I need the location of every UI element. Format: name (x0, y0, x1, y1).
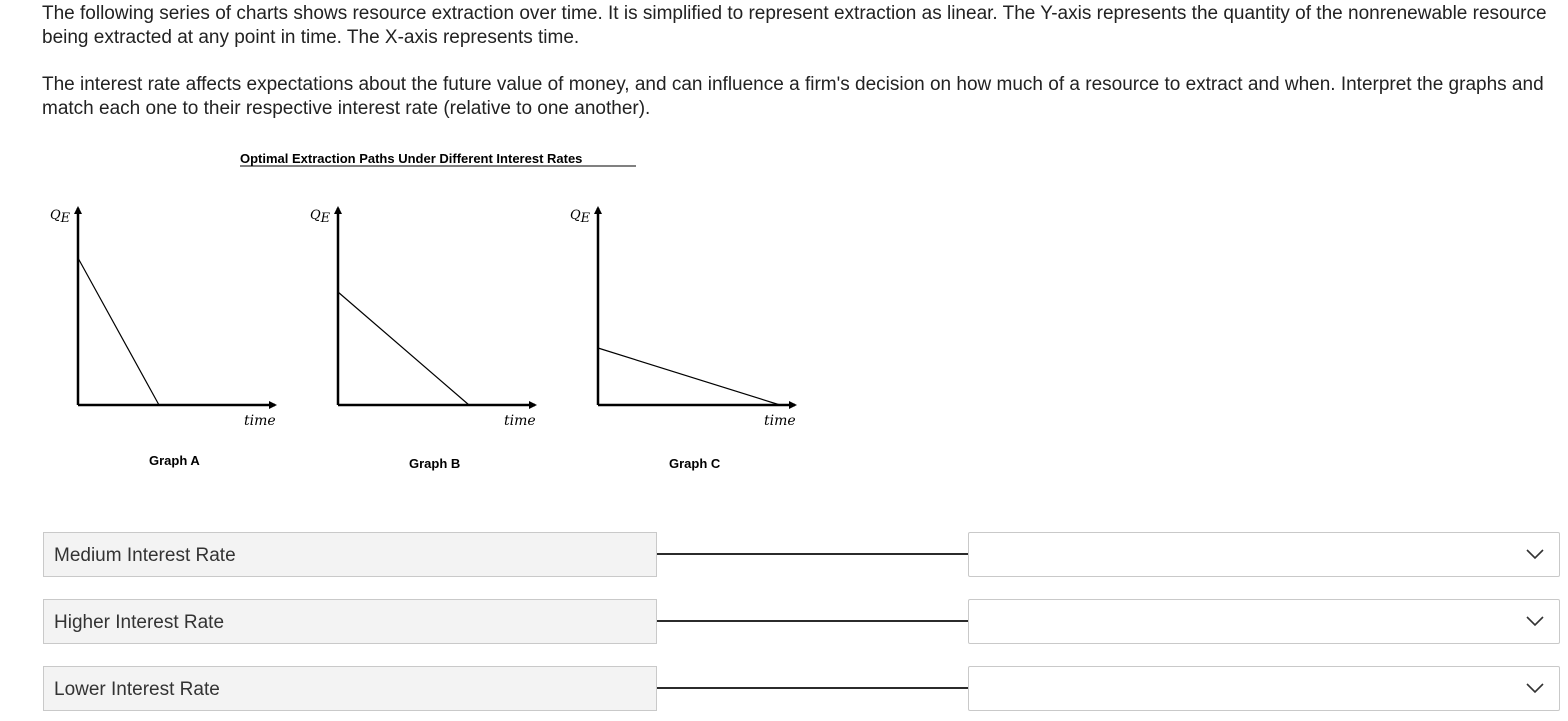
graph-b (310, 208, 536, 471)
graph-b-extraction-path (338, 292, 469, 405)
figure-title: Optimal Extraction Paths Under Different Interest Rates (240, 151, 583, 166)
extraction-paths-figure (0, 140, 860, 480)
match-prompt-medium: Medium Interest Rate (43, 532, 657, 577)
graph-c (570, 208, 796, 471)
match-connector-line (657, 553, 968, 555)
match-row-higher (0, 599, 1568, 646)
chevron-down-icon (1525, 547, 1545, 561)
instructions-paragraph-1: The following series of charts shows resource extraction over time. It is simplified to represent extraction as linear. The Y-axis represents the quantity of the nonrenewable resource being extracted at any point in time. The X-axis represents time. (42, 3, 1547, 48)
match-prompt-lower: Lower Interest Rate (43, 666, 657, 711)
graph-c-y-label: QE (570, 208, 591, 226)
graph-a (50, 208, 276, 468)
graph-a-y-label: QE (50, 208, 71, 226)
graph-a-x-label: time (244, 413, 276, 429)
graph-a-extraction-path (78, 258, 159, 405)
instructions-paragraph-2: The interest rate affects expectations about the future value of money, and can influence a firm's decision on how much of a resource to extract and when. Interpret the graphs and match each one to their respective interest rate (relative to one another). (42, 74, 1544, 119)
graph-c-x-label: time (764, 413, 796, 429)
graph-b-label: Graph B (409, 456, 461, 471)
graph-b-y-label: QE (310, 208, 331, 226)
chevron-down-icon (1525, 614, 1545, 628)
graph-c-extraction-path (598, 348, 780, 405)
graph-b-x-label: time (504, 413, 536, 429)
answer-dropdown-higher[interactable] (968, 599, 1560, 644)
match-connector-line (657, 620, 968, 622)
chevron-down-icon (1525, 681, 1545, 695)
match-row-lower (0, 666, 1568, 713)
match-row-medium (0, 532, 1568, 579)
graph-c-label: Graph C (669, 456, 721, 471)
match-connector-line (657, 687, 968, 689)
answer-dropdown-lower[interactable] (968, 666, 1560, 711)
match-prompt-higher: Higher Interest Rate (43, 599, 657, 644)
graph-a-label: Graph A (149, 453, 200, 468)
answer-dropdown-medium[interactable] (968, 532, 1560, 577)
